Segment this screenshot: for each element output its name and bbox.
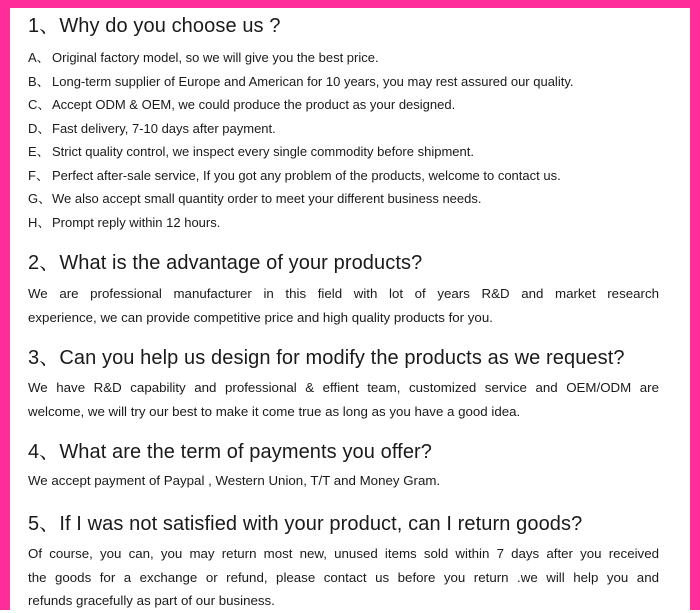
faq-title-1: 1、Why do you choose us ?	[28, 15, 281, 37]
list-letter: C、	[28, 97, 51, 112]
answer-line: refunds gracefully as part of our business.	[28, 593, 275, 608]
list-text: We also accept small quantity order to meet your different business needs.	[52, 191, 482, 206]
list-letter: G、	[28, 191, 52, 206]
list-letter: E、	[28, 144, 50, 159]
answer-line: We have R&D capability and professional & effient team, customized service and OEM/ODM are	[28, 380, 659, 395]
list-text: Prompt reply within 12 hours.	[52, 215, 221, 230]
faq-answer-4	[28, 469, 659, 493]
list-text: Long-term supplier of Europe and American for 10 years, you may rest assured our quality.	[52, 74, 574, 89]
list-text: Accept ODM & OEM, we could produce the product as your designed.	[52, 97, 456, 112]
answer-line: Of course, you can, you may return most new, unused items sold within 7 days after you received	[28, 546, 659, 561]
list-letter: H、	[28, 215, 51, 230]
faq-answer-2	[28, 282, 659, 329]
answer-line: welcome, we will try our best to make it come true as long as you have a good idea.	[28, 403, 521, 419]
list-letter: F、	[28, 168, 49, 183]
list-text: Perfect after-sale service, If you got any problem of the products, welcome to contact us.	[52, 168, 561, 183]
faq-title-4: 4、What are the term of payments you offer?	[28, 441, 433, 463]
faq-title-3: 3、Can you help us design for modify the products as we request?	[28, 347, 625, 369]
list-item	[28, 188, 481, 207]
faq-title-2: 2、What is the advantage of your products?	[28, 252, 423, 274]
list-item	[28, 118, 276, 137]
answer-line: experience, we can provide competitive price and high quality products for you.	[28, 309, 493, 325]
list-text: Fast delivery, 7-10 days after payment.	[52, 121, 276, 136]
faq-answer-5	[28, 542, 659, 613]
faq-answer-3	[28, 376, 659, 423]
list-letter: D、	[28, 121, 51, 136]
list-letter: A、	[28, 50, 50, 65]
list-item	[28, 94, 455, 113]
list-item	[28, 212, 220, 231]
list-item	[28, 71, 573, 90]
list-item	[28, 47, 379, 66]
answer-line: We are professional manufacturer in this field with lot of years R&D and market research	[28, 286, 659, 301]
list-item	[28, 141, 474, 160]
list-letter: B、	[28, 74, 50, 89]
list-text: Strict quality control, we inspect every single commodity before shipment.	[52, 144, 474, 159]
list-item	[28, 165, 561, 184]
answer-line: We accept payment of Paypal , Western Union, T/T and Money Gram.	[28, 473, 441, 488]
faq-title-5: 5、If I was not satisfied with your product, can I return goods?	[28, 513, 583, 535]
list-text: Original factory model, so we will give you the best price.	[52, 50, 379, 65]
answer-line: the goods for a exchange or refund, please contact us before you return .we will help you and	[28, 569, 659, 585]
